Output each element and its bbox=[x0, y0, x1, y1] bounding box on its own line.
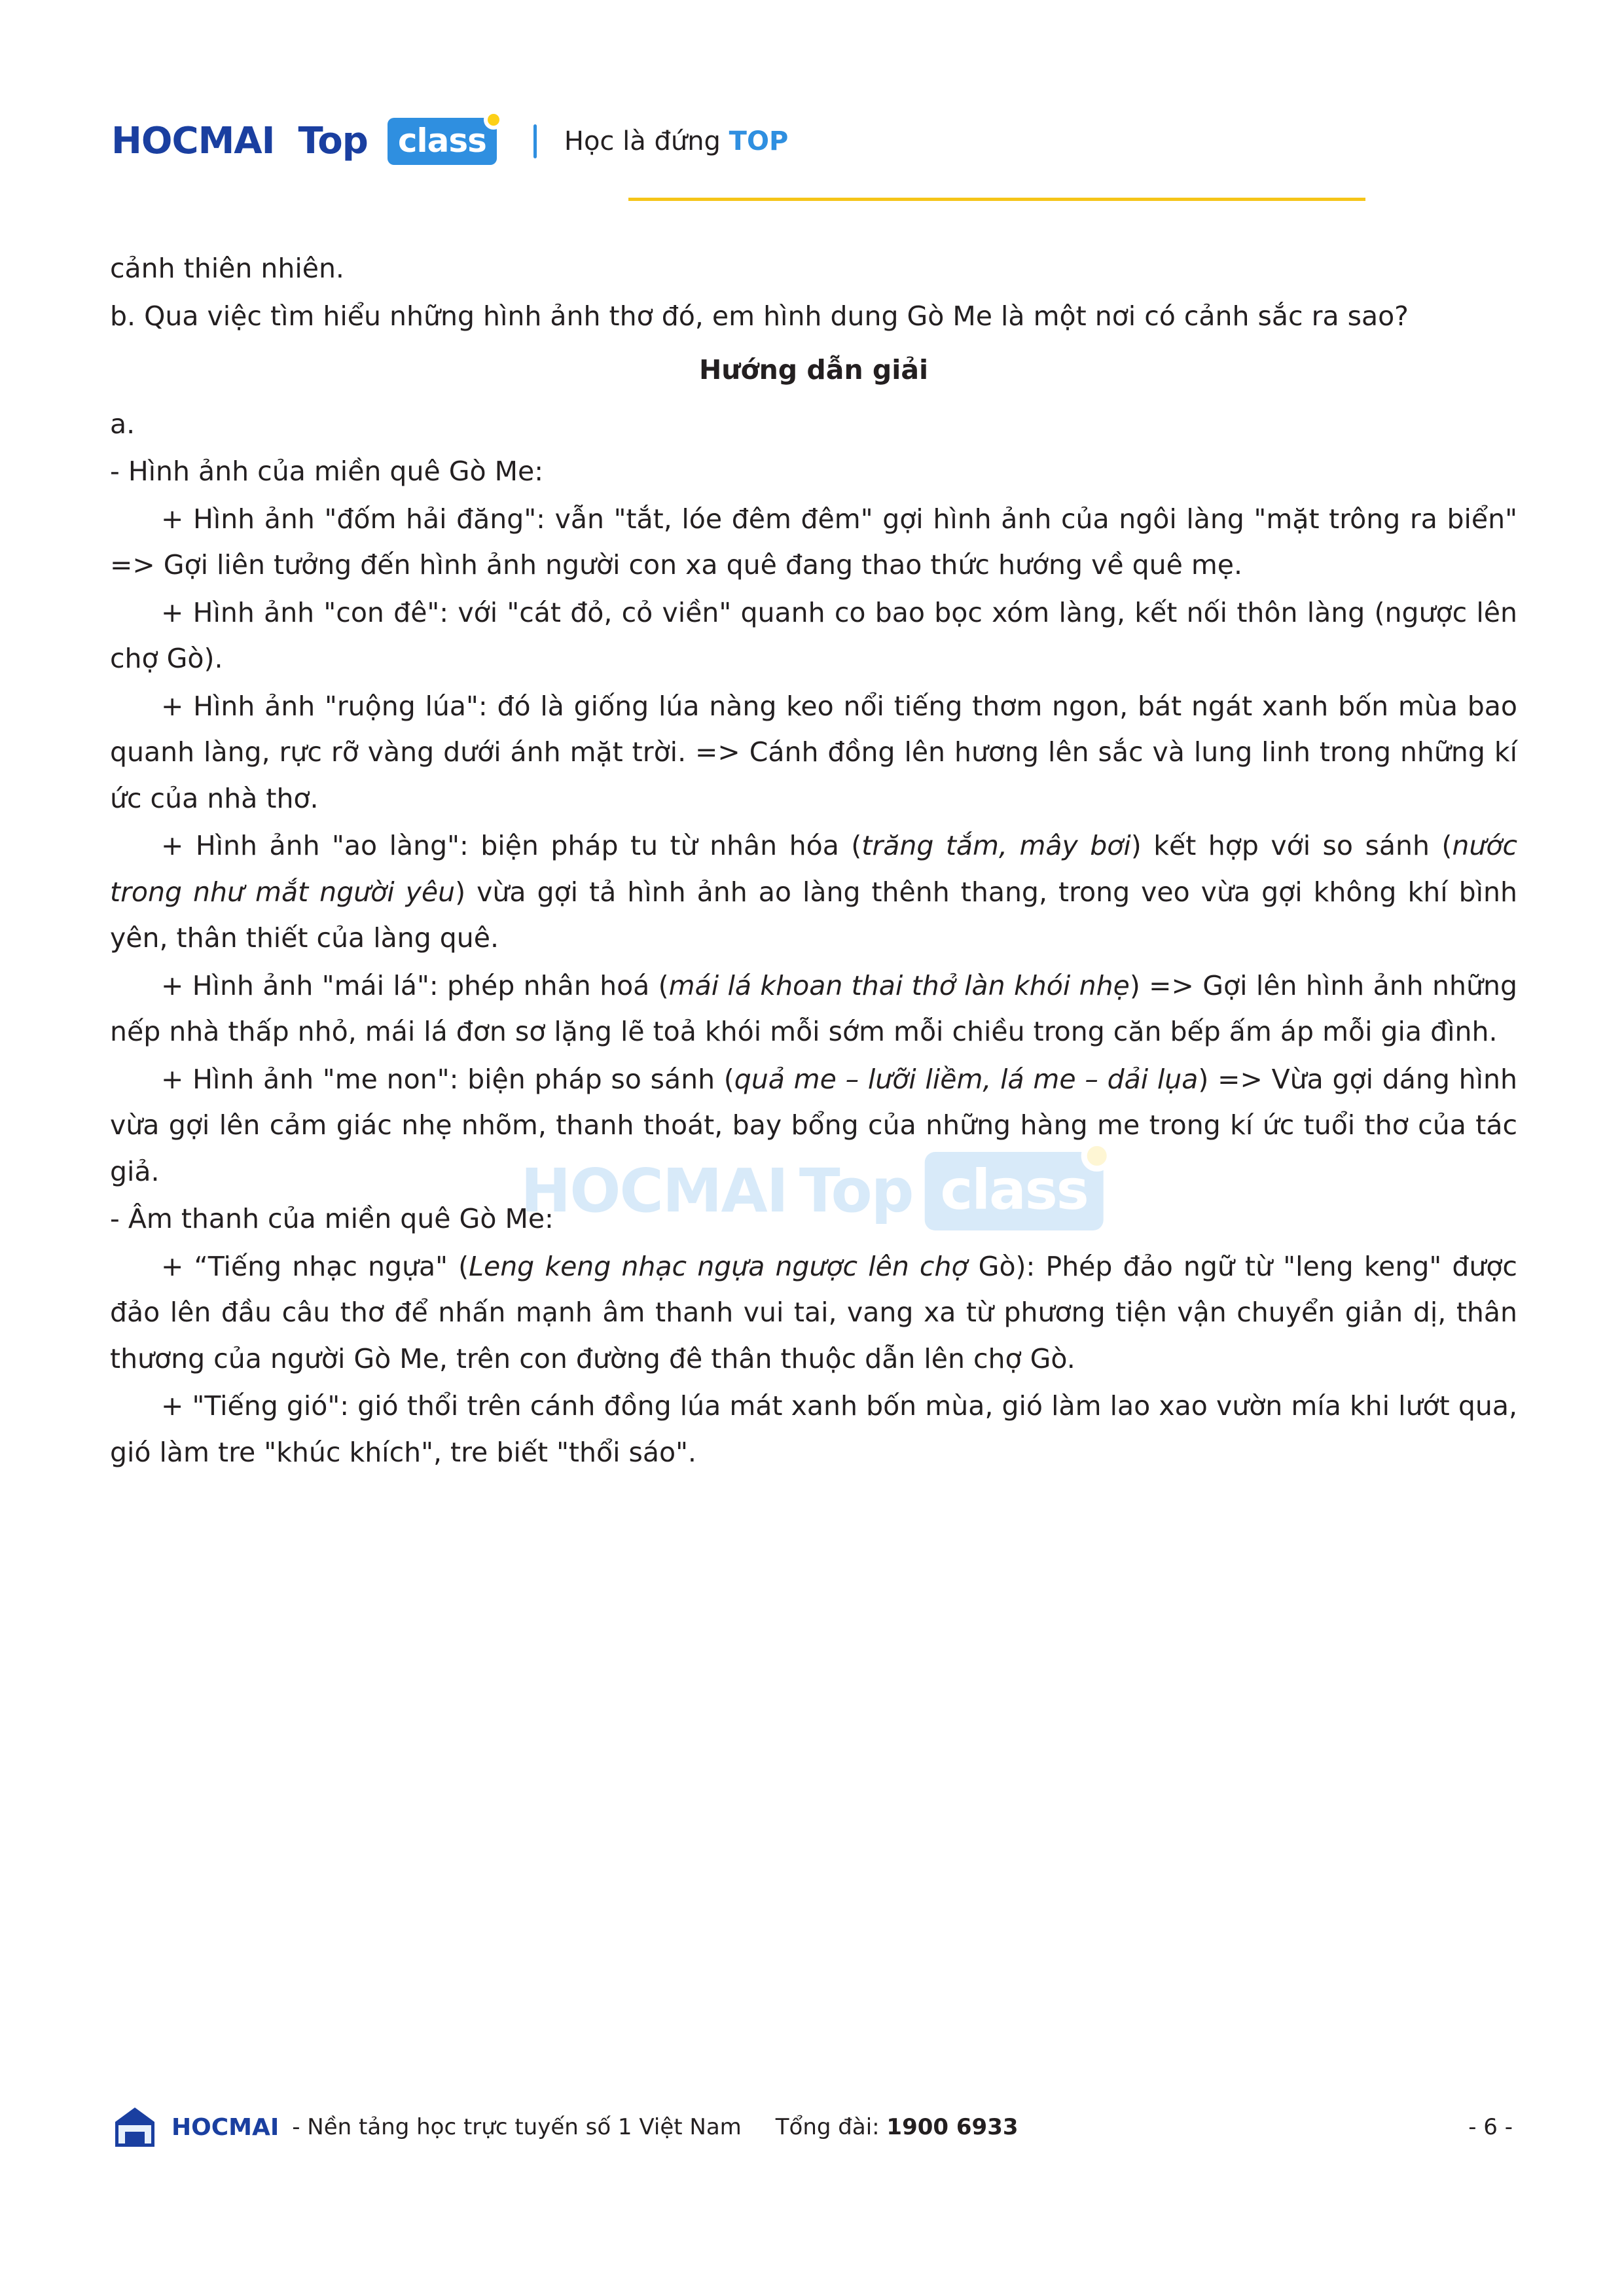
header-divider bbox=[533, 124, 537, 158]
header-tagline-highlight: TOP bbox=[729, 126, 789, 156]
paragraph: Hướng dẫn giải bbox=[698, 354, 929, 386]
page-footer bbox=[111, 2106, 1513, 2172]
paragraph-text: + “Tiếng nhạc ngựa" ( bbox=[161, 1250, 469, 1282]
hocmai-house-icon bbox=[111, 2106, 158, 2148]
logo-dot-icon bbox=[484, 110, 503, 130]
footer-brand: HOCMAI bbox=[171, 2113, 280, 2141]
paragraph-text: Gò): Phép đảo ngữ từ "leng keng" được đảo lên đầu câu thơ để nhấn mạnh âm thanh vui tai, vang xa từ phương tiện vận chuyển giản dị, thân thương của người Gò Me, trên con đường đê thân thuộc dẫn lên chợ Gò. bbox=[110, 1250, 1517, 1374]
paragraph-text: ) => Vừa gợi dáng hình vừa gợi lên cảm giác nhẹ nhõm, thanh thoát, bay bổng của những hàng me trong kí ức tuổi thơ của tác giả. bbox=[110, 1063, 1517, 1187]
logo-class-text: class bbox=[388, 118, 497, 165]
paragraph: - Hình ảnh của miền quê Gò Me: bbox=[110, 456, 544, 488]
paragraph-text: ) => Gợi lên hình ảnh những nếp nhà thấp nhỏ, mái lá đơn sơ lặng lẽ toả khói mỗi sớm mỗi chiều trong căn bếp ấm áp mỗi gia đình. bbox=[110, 969, 1518, 1048]
watermark-top-text: Top bbox=[799, 1156, 913, 1226]
paragraph: b. Qua việc tìm hiểu những hình ảnh thơ đó, em hình dung Gò Me là một nơi có cảnh sắc ra sao? bbox=[110, 300, 1409, 332]
paragraph: + Hình ảnh "đốm hải đăng": vẫn "tắt, lóe đêm đêm" gợi hình ảnh của ngôi làng "mặt trông ra biển" => Gợi liên tưởng đến hình ảnh người con xa quê đang thao thức hướng về quê mẹ. bbox=[110, 503, 1517, 581]
footer-hotline-number: 1900 6933 bbox=[886, 2114, 1019, 2140]
paragraph: + Hình ảnh "con đê": với "cát đỏ, cỏ viền" quanh co bao bọc xóm làng, kết nối thôn làng (ngược lên chợ Gò). bbox=[110, 596, 1517, 675]
document-body bbox=[110, 245, 1517, 1477]
page-number: - 6 - bbox=[1468, 2114, 1513, 2140]
paragraph-text: + Hình ảnh "ao làng": biện pháp tu từ nhân hóa ( bbox=[161, 830, 862, 862]
watermark-hocmai-text: HOCMAI bbox=[520, 1156, 787, 1226]
paragraph-text: + Hình ảnh "mái lá": phép nhân hoá ( bbox=[161, 969, 669, 1001]
emphasis-text: nước trong như mắt người yêu bbox=[110, 830, 1518, 908]
brand-logo bbox=[111, 118, 1513, 165]
paragraph-text: + Hình ảnh "me non": biện pháp so sánh ( bbox=[161, 1063, 734, 1095]
paragraph: - Âm thanh của miền quê Gò Me: bbox=[110, 1203, 554, 1235]
header-tagline bbox=[564, 128, 788, 154]
paragraph bbox=[110, 1244, 1517, 1382]
paragraph-text: ) vừa gợi tả hình ảnh ao làng thênh thang, trong veo vừa gợi không khí bình yên, thân thiết của làng quê. bbox=[110, 876, 1517, 954]
footer-hotline-label: Tổng đài: bbox=[775, 2114, 887, 2140]
logo-hocmai-text: HOCMAI bbox=[111, 120, 275, 162]
paragraph: cảnh thiên nhiên. bbox=[110, 253, 344, 284]
header-tagline-prefix: Học là đứng bbox=[564, 126, 729, 156]
footer-tagline: - Nền tảng học trực tuyến số 1 Việt Nam bbox=[292, 2114, 742, 2140]
footer-hotline bbox=[776, 2114, 1019, 2140]
paragraph: + Hình ảnh "ruộng lúa": đó là giống lúa nàng keo nổi tiếng thơm ngon, bát ngát xanh bốn mùa bao quanh làng, rực rỡ vàng dưới ánh mặt trời. => Cánh đồng lên hương lên sắc và lung linh trong những kí ức của nhà thơ. bbox=[110, 690, 1517, 814]
paragraph-text: ) kết hợp với so sánh ( bbox=[1130, 830, 1453, 862]
page-header bbox=[111, 118, 1513, 216]
watermark-class-text: class bbox=[925, 1152, 1104, 1230]
header-underline bbox=[628, 198, 1365, 201]
paragraph: + "Tiếng gió": gió thổi trên cánh đồng lúa mát xanh bốn mùa, gió làm lao xao vườn mía khi lướt qua, gió làm tre "khúc khích", tre biết "thổi sáo". bbox=[110, 1390, 1517, 1468]
emphasis-text: trăng tắm, mây bơi bbox=[861, 830, 1131, 862]
paragraph: a. bbox=[110, 408, 135, 440]
paragraph bbox=[110, 1056, 1517, 1195]
logo-class-badge bbox=[388, 118, 497, 165]
paragraph bbox=[110, 963, 1517, 1055]
emphasis-text: Leng keng nhạc ngựa ngược lên chợ bbox=[469, 1250, 968, 1282]
emphasis-text: mái lá khoan thai thở làn khói nhẹ bbox=[668, 969, 1130, 1001]
logo-top-text: Top bbox=[298, 120, 368, 162]
emphasis-text: quả me – lưỡi liềm, lá me – dải lụa bbox=[734, 1063, 1199, 1095]
paragraph bbox=[110, 823, 1517, 961]
